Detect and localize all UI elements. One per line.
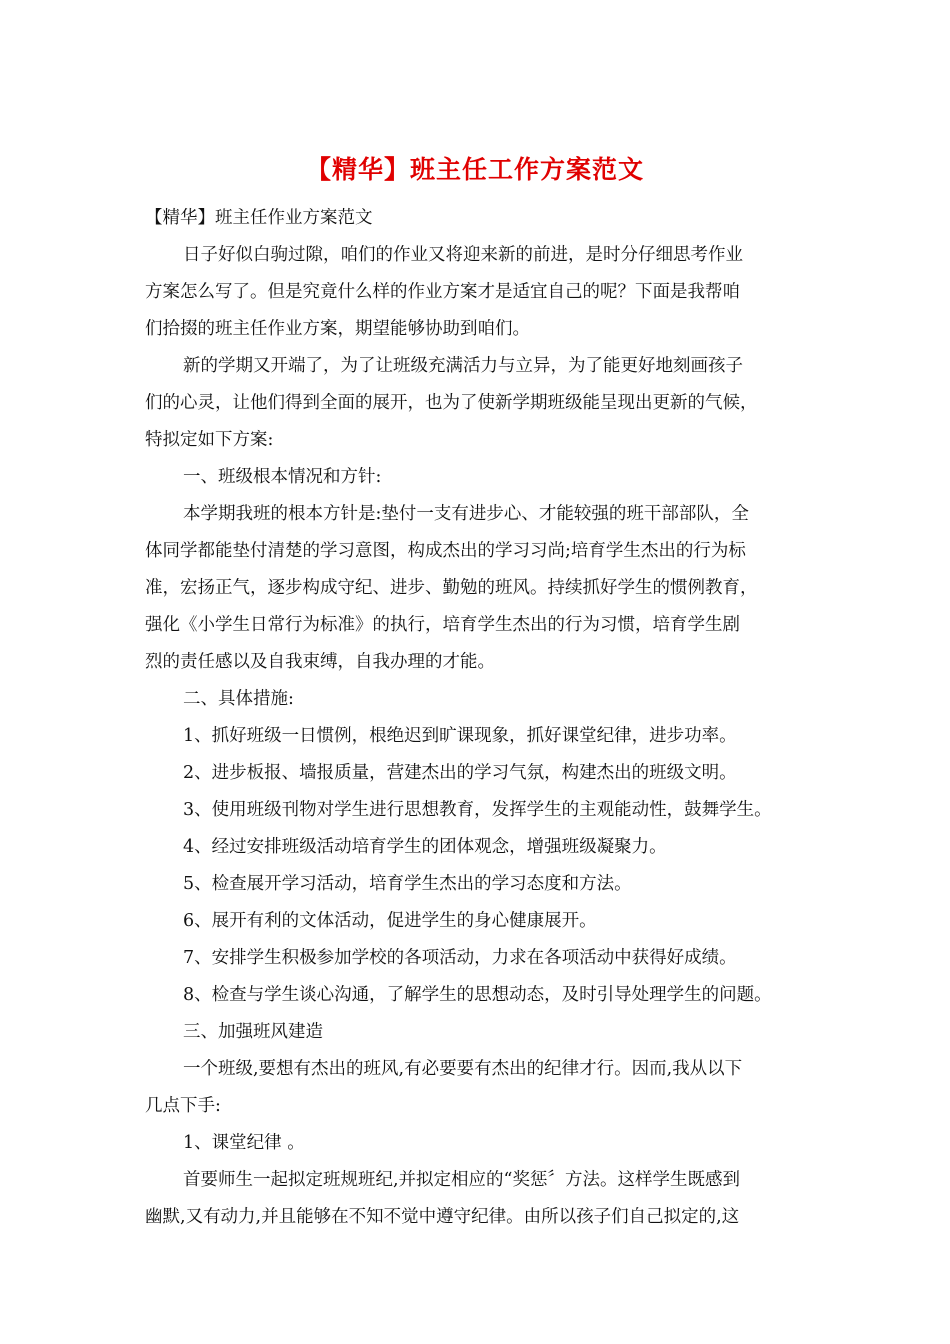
text-line: 二、具体措施: [183, 689, 294, 709]
text-line: 1、课堂纪律 。 [183, 1133, 305, 1153]
text-line: 本学期我班的根本方针是:垫付一支有进步心、才能较强的班干部部队，全 [183, 504, 749, 524]
text-line: 新的学期又开端了，为了让班级充满活力与立异，为了能更好地刻画孩子 [183, 356, 743, 376]
text-line: 8、检查与学生谈心沟通，了解学生的思想动态，及时引导处理学生的问题。 [183, 985, 772, 1005]
document-body [145, 200, 825, 1236]
text-line: 1、抓好班级一日惯例，根绝迟到旷课现象，抓好课堂纪律，进步功率。 [183, 726, 737, 746]
document-title: 【精华】班主任工作方案范文 [305, 155, 644, 184]
text-line: 一、班级根本情况和方针: [183, 467, 382, 487]
text-line: 们拾掇的班主任作业方案，期望能够协助到咱们。 [145, 319, 530, 339]
text-line: 【精华】班主任作业方案范文 [145, 208, 373, 228]
text-line: 4、经过安排班级活动培育学生的团体观念，增强班级凝聚力。 [183, 837, 667, 857]
text-line: 强化《小学生日常行为标准》的执行，培育学生杰出的行为习惯，培育学生剧 [145, 615, 740, 635]
text-line: 5、检查展开学习活动，培育学生杰出的学习态度和方法。 [183, 874, 632, 894]
text-line: 幽默,又有动力,并且能够在不知不觉中遵守纪律。由所以孩子们自己拟定的,这 [145, 1207, 740, 1227]
text-line: 首要师生一起拟定班规班纪,并拟定相应的“奖惩〞方法。这样学生既感到 [183, 1170, 741, 1190]
text-line: 一个班级,要想有杰出的班风,有必要要有杰出的纪律才行。因而,我从以下 [183, 1059, 743, 1079]
text-line: 几点下手: [145, 1096, 221, 1116]
text-line: 日子好似白驹过隙，咱们的作业又将迎来新的前进，是时分仔细思考作业 [183, 245, 743, 265]
text-line: 7、安排学生积极参加学校的各项活动，力求在各项活动中获得好成绩。 [183, 948, 737, 968]
text-line: 特拟定如下方案: [145, 430, 274, 450]
text-line: 6、展开有利的文体活动，促进学生的身心健康展开。 [183, 911, 597, 931]
text-line: 2、进步板报、墙报质量，营建杰出的学习气氛，构建杰出的班级文明。 [183, 763, 737, 783]
text-line: 3、使用班级刊物对学生进行思想教育，发挥学生的主观能动性，鼓舞学生。 [183, 800, 772, 820]
text-line: 准，宏扬正气，逐步构成守纪、进步、勤勉的班风。持续抓好学生的惯例教育， [145, 578, 758, 598]
text-line: 们的心灵，让他们得到全面的展开，也为了使新学期班级能呈现出更新的气候， [145, 393, 758, 413]
text-line: 三、加强班风建造 [183, 1022, 323, 1042]
text-line: 体同学都能垫付清楚的学习意图，构成杰出的学习习尚;培育学生杰出的行为标 [145, 541, 746, 561]
text-line: 烈的责任感以及自我束缚，自我办理的才能。 [145, 652, 495, 672]
text-line: 方案怎么写了。但是究竟什么样的作业方案才是适宜自己的呢？下面是我帮咱 [145, 282, 740, 302]
